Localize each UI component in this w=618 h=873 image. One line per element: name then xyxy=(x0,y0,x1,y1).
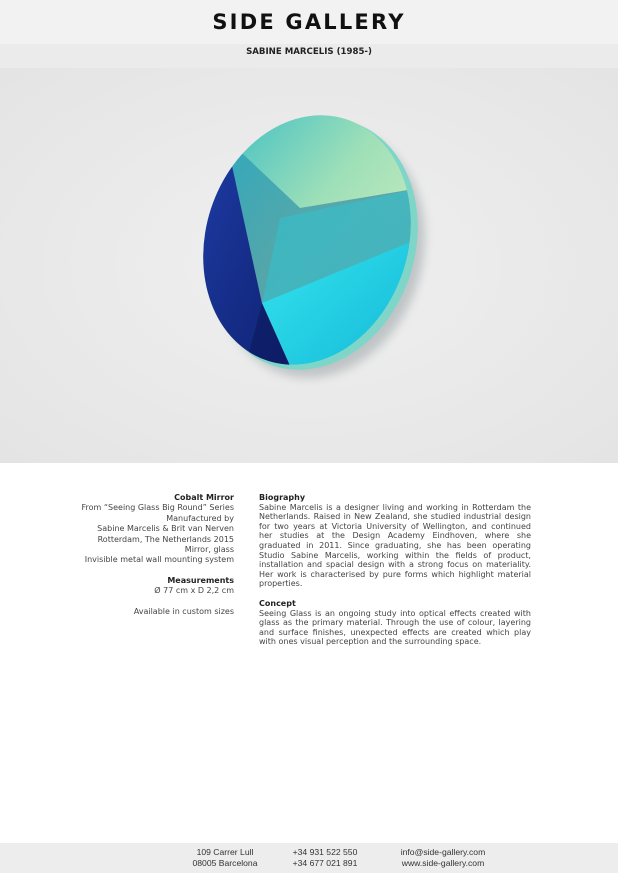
footer-phones xyxy=(275,847,375,869)
footer-contact xyxy=(388,847,498,869)
artist-name: SABINE MARCELIS (1985-) xyxy=(246,47,372,57)
website-link[interactable]: www.side-gallery.com xyxy=(401,858,485,869)
concept-heading: Concept xyxy=(259,598,296,608)
phone-number[interactable]: +34 677 021 891 xyxy=(292,858,358,869)
detail-line: Rotterdam, The Netherlands 2015 xyxy=(97,534,234,544)
address-line: 109 Carrer Lull xyxy=(196,847,254,857)
measurements-heading: Measurements xyxy=(167,575,234,585)
biography-heading: Biography xyxy=(259,493,306,502)
detail-line: Manufactured by xyxy=(166,513,234,523)
address-line: 08005 Barcelona xyxy=(192,858,258,869)
detail-line: Sabine Marcelis & Brit van Nerven xyxy=(97,524,234,534)
artwork-photo xyxy=(0,68,618,463)
detail-line: From “Seeing Glass Big Round” Series xyxy=(81,503,234,513)
concept-text: Seeing Glass is an ongoing study into optical effects created with glass as the primary material. Through the use of colour, layering and surface finishes, unexpected effects are created which play with ones visual perception and the surrounding space. xyxy=(259,608,531,647)
artwork-details xyxy=(60,493,234,617)
availability-note: Available in custom sizes xyxy=(133,606,234,616)
detail-line: Invisible metal wall mounting system xyxy=(84,555,234,565)
email-link[interactable]: info@side-gallery.com xyxy=(400,847,486,857)
measurements-value: Ø 77 cm x D 2,2 cm xyxy=(154,586,234,596)
phone-number[interactable]: +34 931 522 550 xyxy=(292,847,358,857)
biography-text: Sabine Marcelis is a designer living and working in Rotterdam the Netherlands. Raised in New Zealand, she studied industrial design for two years at Victoria University of Wellington, and continued her studies at the Design Academy Eindhoven, where she graduated in 2011. Since graduating, she has been operating Studio Sabine Marcelis, working within the fields of product, installation and spacial design with a strong focus on materiality. Her work is characterised by pure forms which highlight material properties. xyxy=(259,502,531,589)
mirror-image xyxy=(0,68,618,463)
detail-line: Mirror, glass xyxy=(184,545,234,555)
footer-address xyxy=(170,847,280,869)
gallery-brand: SIDE GALLERY xyxy=(212,10,406,34)
artwork-title: Cobalt Mirror xyxy=(174,493,234,502)
artist-text xyxy=(259,493,531,647)
